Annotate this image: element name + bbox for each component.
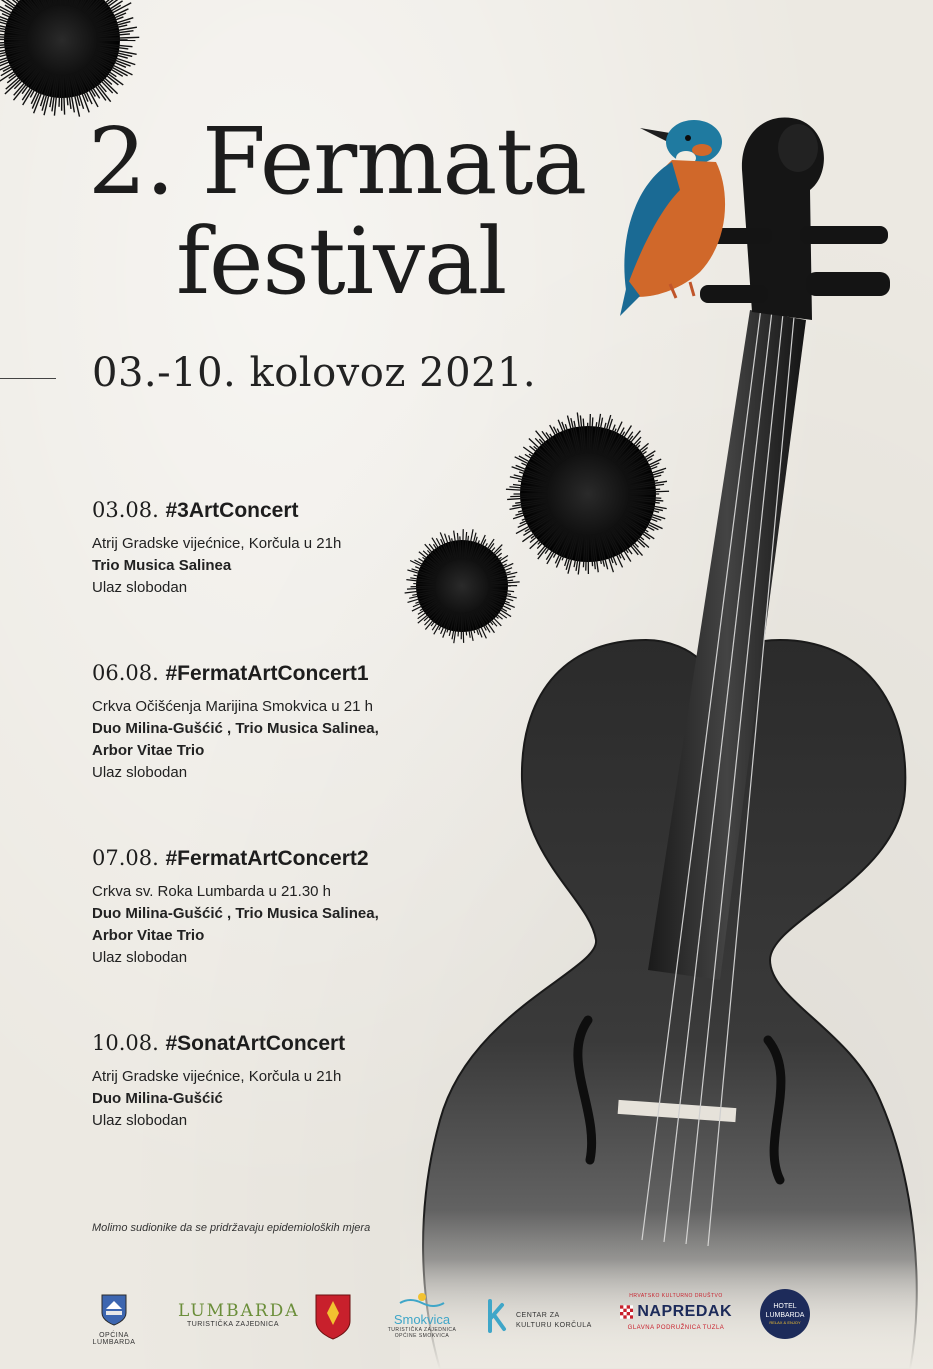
logo-caption: CENTAR ZA KULTURU KORČULA [516, 1312, 592, 1329]
event-item [92, 1031, 422, 1132]
logo-caption: RELAX & ENJOY [769, 1320, 801, 1325]
event-venue: Atrij Gradske vijećnice, Korčula u 21h [92, 535, 342, 552]
event-date: 03.08. [92, 498, 159, 522]
event-entry: Ulaz slobodan [92, 764, 188, 781]
event-venue: Atrij Gradske vijećnice, Korčula u 21h [92, 1068, 342, 1085]
logo-caption: OPĆINA LUMBARDA [92, 1332, 136, 1346]
event-item [92, 846, 422, 969]
event-performers: Duo Milina-Gušćić [92, 1090, 223, 1107]
event-date: 07.08. [92, 846, 159, 870]
event-item [92, 498, 422, 599]
event-heading [92, 661, 422, 686]
checker-icon [620, 1299, 633, 1325]
event-performers: Duo Milina-Gušćić , Trio Musica Salinea, [92, 720, 379, 737]
logo-caption: TURISTIČKA ZAJEDNICA OPĆINE SMOKVICA [387, 1327, 457, 1339]
logo-wordmark: Smokvica [393, 1312, 451, 1327]
event-venue: Crkva Očišćenja Marijina Smokvica u 21 h [92, 698, 373, 715]
event-hashtag: #3ArtConcert [165, 499, 299, 522]
event-hashtag: #FermatArtConcert1 [165, 662, 369, 685]
logo-caption: TURISTIČKA ZAJEDNICA [186, 1321, 280, 1328]
event-performers: Arbor Vitae Trio [92, 927, 205, 944]
event-hashtag: #SonatArtConcert [165, 1032, 346, 1055]
event-entry: Ulaz slobodan [92, 579, 188, 596]
event-venue: Crkva sv. Roka Lumbarda u 21.30 h [92, 883, 332, 900]
logo-smokvica [386, 1291, 458, 1339]
title-line-2: festival [176, 208, 507, 315]
sponsor-logos [0, 1285, 933, 1355]
event-performers: Trio Musica Salinea [92, 557, 232, 574]
logo-hotel-lumbarda [760, 1289, 810, 1339]
logo-caption-top: HRVATSKO KULTURNO DRUŠTVO [629, 1293, 723, 1299]
urchin-spike [463, 529, 464, 559]
logo-wordmark: LUMBARDA [178, 1301, 300, 1321]
event-heading [92, 1031, 422, 1056]
event-item [92, 661, 422, 784]
waves-icon [398, 1291, 446, 1307]
title-line-1: 2. Fermata [88, 108, 587, 215]
logo-centar-za-kulturu [484, 1297, 594, 1335]
divider-rule [0, 378, 56, 379]
sea-urchin-large [506, 412, 669, 574]
event-date: 10.08. [92, 1031, 159, 1055]
logo-red-shield [314, 1293, 352, 1346]
logo-wordmark: HOTEL LUMBARDA [765, 1303, 805, 1319]
logo-opcina-lumbarda [78, 1293, 150, 1346]
epidemiological-note: Molimo sudionike da se pridržavaju epidemioloških mjera [92, 1222, 371, 1234]
coat-of-arms-icon [100, 1293, 128, 1327]
event-heading [92, 846, 422, 871]
event-date: 06.08. [92, 661, 159, 685]
event-performers: Duo Milina-Gušćić , Trio Musica Salinea, [92, 905, 379, 922]
event-entry: Ulaz slobodan [92, 1112, 188, 1129]
k-letter-icon [484, 1297, 510, 1335]
sea-urchin-top-left [0, 0, 139, 117]
event-heading [92, 498, 422, 523]
logo-tz-lumbarda [178, 1301, 300, 1328]
logo-napredak [620, 1293, 732, 1331]
shield-icon [314, 1293, 352, 1341]
event-hashtag: #FermatArtConcert2 [165, 847, 369, 870]
logo-wordmark: NAPREDAK [637, 1303, 732, 1320]
event-entry: Ulaz slobodan [92, 949, 188, 966]
festival-title [88, 108, 587, 315]
event-performers: Arbor Vitae Trio [92, 742, 205, 759]
logo-caption: GLAVNA PODRUŽNICA TUZLA [627, 1325, 725, 1331]
festival-dates: 03.-10. kolovoz 2021. [92, 350, 537, 396]
